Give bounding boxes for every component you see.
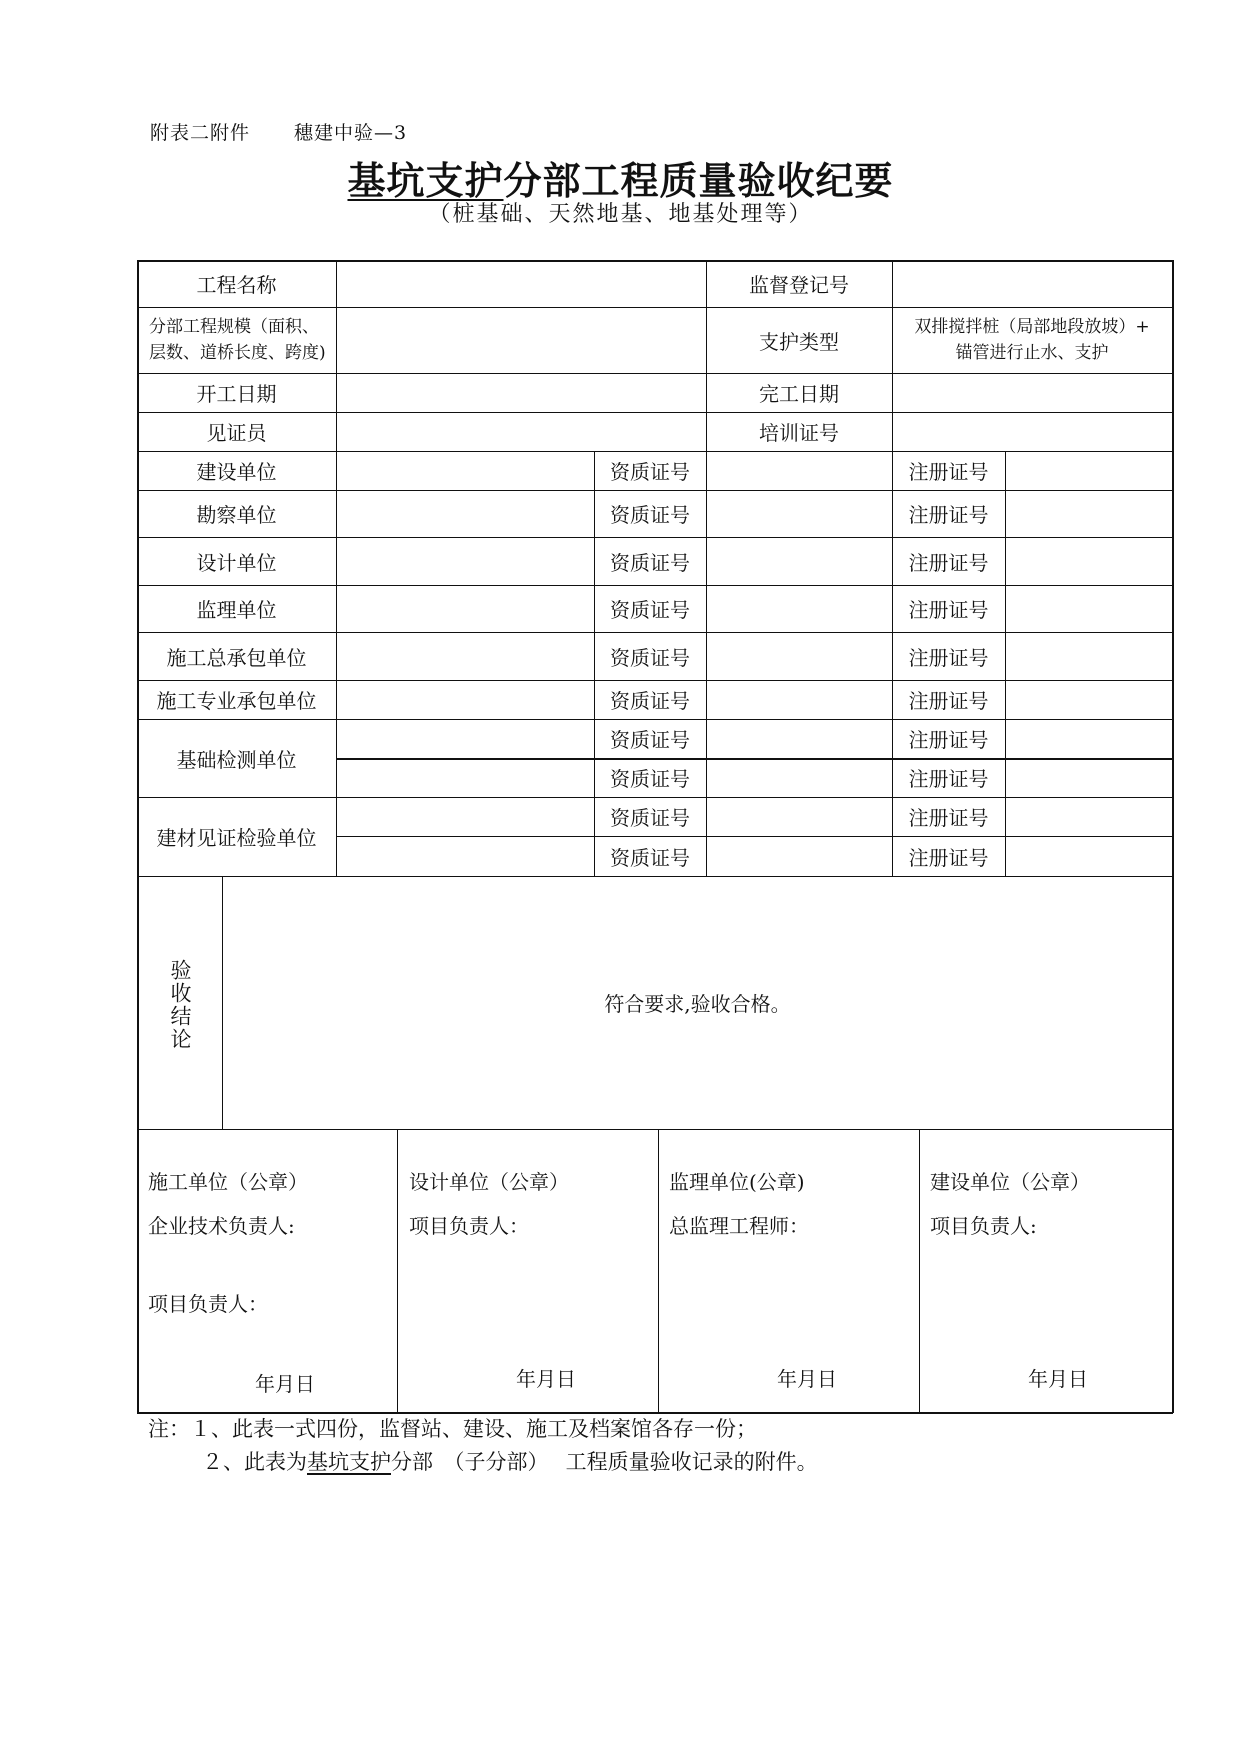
start-date-label: 开工日期 (196, 382, 277, 406)
finish-date-label: 完工日期 (759, 382, 839, 406)
project-name-field[interactable] (336, 260, 706, 307)
registration-label: 注册证号 (908, 689, 989, 713)
registration-label: 注册证号 (908, 645, 989, 670)
signature-title: 监理单位(公章) (669, 1170, 805, 1194)
witness-field[interactable] (336, 412, 706, 451)
title-rest: 分部工程质量验收纪要 (503, 158, 894, 203)
start-date-field[interactable] (336, 373, 706, 412)
support-type-value[interactable] (892, 307, 1172, 373)
signature-title: 施工单位（公章） (148, 1170, 308, 1194)
unit-label-specialty-contractor: 施工专业承包单位 (156, 689, 317, 713)
qualification-label: 资质证号 (610, 645, 690, 670)
finish-date-field[interactable] (892, 373, 1172, 412)
form-reference (150, 118, 407, 145)
conclusion-label (137, 880, 223, 1130)
signature-date: 年月日 (1028, 1367, 1088, 1391)
signature-line: 总监理工程师： (669, 1214, 809, 1238)
note-2-underlined: 基坑支护 (307, 1450, 391, 1474)
unit-label-survey: 勘察单位 (196, 503, 277, 527)
support-type-label: 支护类型 (759, 329, 839, 354)
registration-label: 注册证号 (908, 767, 989, 791)
qualification-label: 资质证号 (610, 460, 690, 484)
training-cert-label: 培训证号 (759, 421, 839, 445)
unit-label-construction-owner: 建设单位 (196, 460, 277, 484)
support-type-value-line2: 锚管进行止水、支护 (955, 343, 1109, 363)
notes (148, 1413, 818, 1479)
unit-label-general-contractor: 施工总承包单位 (166, 645, 307, 670)
supervision-reg-field[interactable] (892, 260, 1172, 307)
qualification-label: 资质证号 (610, 806, 690, 830)
unit-label-design: 设计单位 (196, 550, 277, 575)
attachment-label: 附表二附件 (150, 122, 251, 144)
qualification-label: 资质证号 (610, 598, 690, 622)
qualification-label: 资质证号 (610, 728, 690, 752)
registration-label: 注册证号 (908, 460, 989, 484)
registration-label: 注册证号 (908, 728, 989, 752)
qualification-label: 资质证号 (610, 689, 690, 713)
unit-label-foundation-testing: 基础检测单位 (176, 747, 297, 772)
note-2b: 分部 （子分部） 工程质量验收记录的附件。 (391, 1450, 818, 1474)
supervision-reg-label: 监督登记号 (749, 273, 849, 297)
signature-date: 年月日 (777, 1367, 837, 1391)
signature-construction-pm: 项目负责人： (148, 1292, 268, 1316)
scale-label-line1: 分部工程规模（面积、 (149, 317, 319, 337)
unit-label-supervision: 监理单位 (196, 598, 277, 622)
qualification-label: 资质证号 (610, 845, 690, 870)
witness-label: 见证员 (206, 421, 267, 445)
signature-date: 年月日 (255, 1372, 315, 1396)
support-type-value-line1: 双排搅拌桩（局部地段放坡）+ (914, 317, 1150, 337)
signature-construction (148, 1160, 308, 1248)
signature-title: 建设单位（公章） (930, 1170, 1090, 1194)
training-cert-field[interactable] (892, 412, 1172, 451)
signature-title: 设计单位（公章） (409, 1170, 569, 1194)
note-1: １、此表一式四份，监督站、建设、施工及档案馆各存一份； (190, 1417, 757, 1441)
signature-line: 项目负责人： (409, 1214, 529, 1238)
title-underlined: 基坑支护 (347, 158, 504, 203)
scale-label-line2: 层数、道桥长度、跨度) (149, 343, 326, 363)
registration-label: 注册证号 (908, 845, 989, 870)
scale-label (137, 307, 336, 373)
qualification-label: 资质证号 (610, 550, 690, 575)
signature-supervision (669, 1160, 809, 1248)
signature-owner (930, 1160, 1090, 1248)
signature-line: 项目负责人: (930, 1214, 1037, 1238)
conclusion-label-text: 验收结论 (168, 959, 192, 1051)
signature-line: 企业技术负责人: (148, 1214, 295, 1238)
signature-date: 年月日 (516, 1367, 576, 1391)
notes-prefix: 注： (148, 1417, 190, 1441)
qualification-label: 资质证号 (610, 767, 690, 791)
registration-label: 注册证号 (908, 503, 989, 527)
note-2a: ２、此表为 (202, 1450, 307, 1474)
qualification-label: 资质证号 (610, 503, 690, 527)
registration-label: 注册证号 (908, 598, 989, 622)
project-name-label: 工程名称 (196, 273, 277, 297)
scale-field[interactable] (336, 307, 706, 373)
form-code: 穗建中验—3 (294, 122, 408, 144)
page-subtitle: （桩基础、天然地基、地基处理等） (428, 202, 813, 227)
conclusion-text[interactable]: 符合要求,验收合格。 (604, 992, 791, 1016)
registration-label: 注册证号 (908, 550, 989, 575)
signature-design (409, 1160, 569, 1248)
registration-label: 注册证号 (908, 806, 989, 830)
unit-label-material-testing: 建材见证检验单位 (156, 826, 317, 850)
